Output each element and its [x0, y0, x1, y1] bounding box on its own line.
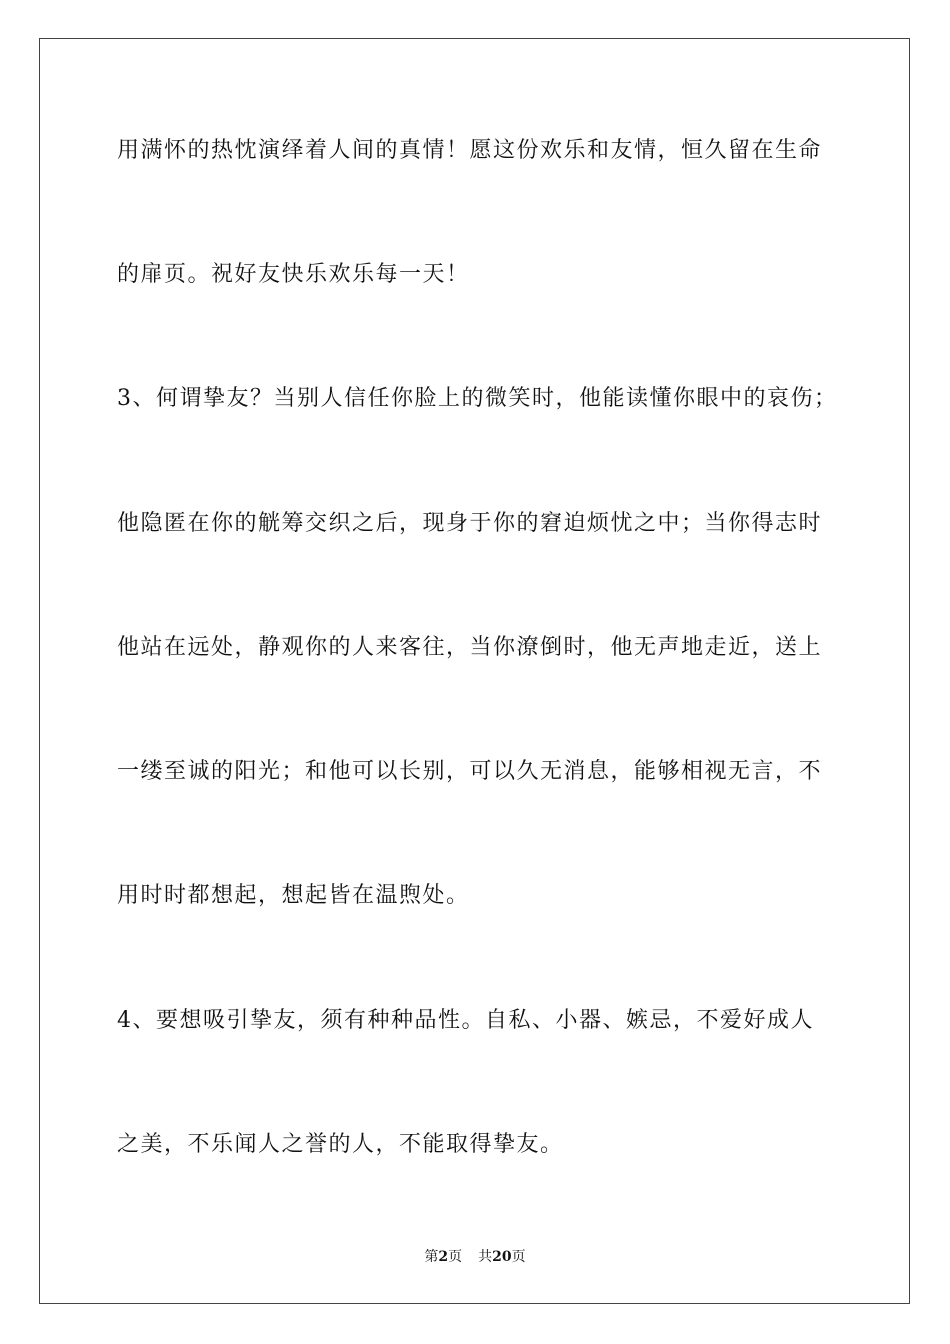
body-text-line: 他隐匿在你的觥筹交织之后，现身于你的窘迫烦忧之中；当你得志时	[117, 511, 823, 536]
body-text-line: 之美，不乐闻人之誉的人，不能取得挚友。	[117, 1132, 564, 1157]
total-label-suffix: 页	[511, 1249, 526, 1265]
page-label-prefix: 第	[424, 1249, 439, 1265]
body-text-line: 4、要想吸引挚友，须有种种品性。自私、小器、嫉忌，不爱好成人	[117, 1008, 814, 1033]
page-border	[39, 38, 910, 1304]
total-pages: 20	[492, 1249, 512, 1265]
page-label-suffix: 页	[448, 1249, 463, 1265]
body-text-line: 用时时都想起，想起皆在温煦处。	[117, 883, 470, 908]
body-text-line: 一缕至诚的阳光；和他可以长别，可以久无消息，能够相视无言，不	[117, 759, 823, 784]
body-text-line: 3、何谓挚友？当别人信任你脸上的微笑时，他能读懂你眼中的哀伤；	[117, 386, 838, 411]
body-text-line: 他站在远处，静观你的人来客往，当你潦倒时，他无声地走近，送上	[117, 635, 823, 660]
body-text-line: 用满怀的热忱演绎着人间的真情！愿这份欢乐和友情，恒久留在生命	[117, 138, 823, 163]
page-footer	[0, 1248, 950, 1266]
body-text-line: 的扉页。祝好友快乐欢乐每一天！	[117, 262, 470, 287]
total-label-prefix: 共	[478, 1249, 493, 1265]
page-number: 2	[438, 1249, 449, 1265]
